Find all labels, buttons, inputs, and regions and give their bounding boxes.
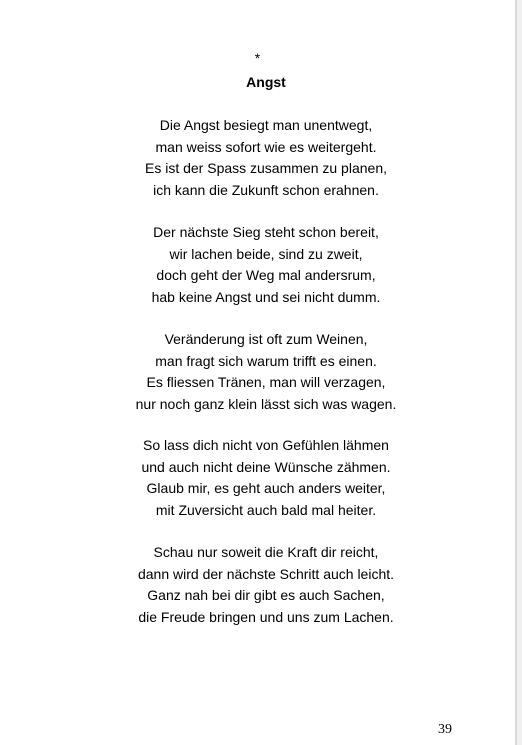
stanza-5 xyxy=(0,542,522,628)
poem-line: hab keine Angst und sei nicht dumm. xyxy=(151,288,381,305)
poem-line: Schau nur soweit die Kraft dir reicht, xyxy=(153,544,379,560)
page-number: 39 xyxy=(438,722,452,737)
stanza-1 xyxy=(0,115,522,201)
section-ornament: * xyxy=(254,50,261,66)
poem-line: Ganz nah bei dir gibt es auch Sachen, xyxy=(147,587,385,603)
poem-title: Angst xyxy=(246,74,286,90)
poem-line: die Freude bringen und uns zum Lachen. xyxy=(138,608,394,625)
page-edge-shadow xyxy=(517,0,522,745)
poem-line: und auch nicht deine Wünsche zähmen. xyxy=(141,458,391,475)
poem-line: ich kann die Zukunft schon erahnen. xyxy=(153,181,379,198)
poem-line: mit Zuversicht auch bald mal heiter. xyxy=(155,501,377,518)
poem-line: Es fliessen Tränen, man will verzagen, xyxy=(146,374,386,390)
stanza-2 xyxy=(0,222,522,308)
poem-line: Die Angst besiegt man unentwegt, xyxy=(159,117,373,133)
poem-line: Glaub mir, es geht auch anders weiter, xyxy=(146,480,386,496)
poem-line: dann wird der nächste Schritt auch leicht. xyxy=(137,565,395,582)
poem-line: Der nächste Sieg steht schon bereit, xyxy=(153,224,379,240)
poem-line: So lass dich nicht von Gefühlen lähmen xyxy=(143,437,389,453)
poem-line: doch geht der Weg mal andersrum, xyxy=(156,267,376,283)
poem-line: nur noch ganz klein lässt sich was wagen. xyxy=(135,395,397,412)
poem-line: wir lachen beide, sind zu zweit, xyxy=(169,245,363,262)
stanza-3 xyxy=(0,329,522,415)
stanza-4 xyxy=(0,435,522,521)
poem-line: man fragt sich warum trifft es einen. xyxy=(155,352,377,369)
poem-line: Veränderung ist oft zum Weinen, xyxy=(164,331,368,347)
poem-line: Es ist der Spass zusammen zu planen, xyxy=(144,160,387,176)
poem-line: man weiss sofort wie es weitergeht. xyxy=(155,138,377,155)
